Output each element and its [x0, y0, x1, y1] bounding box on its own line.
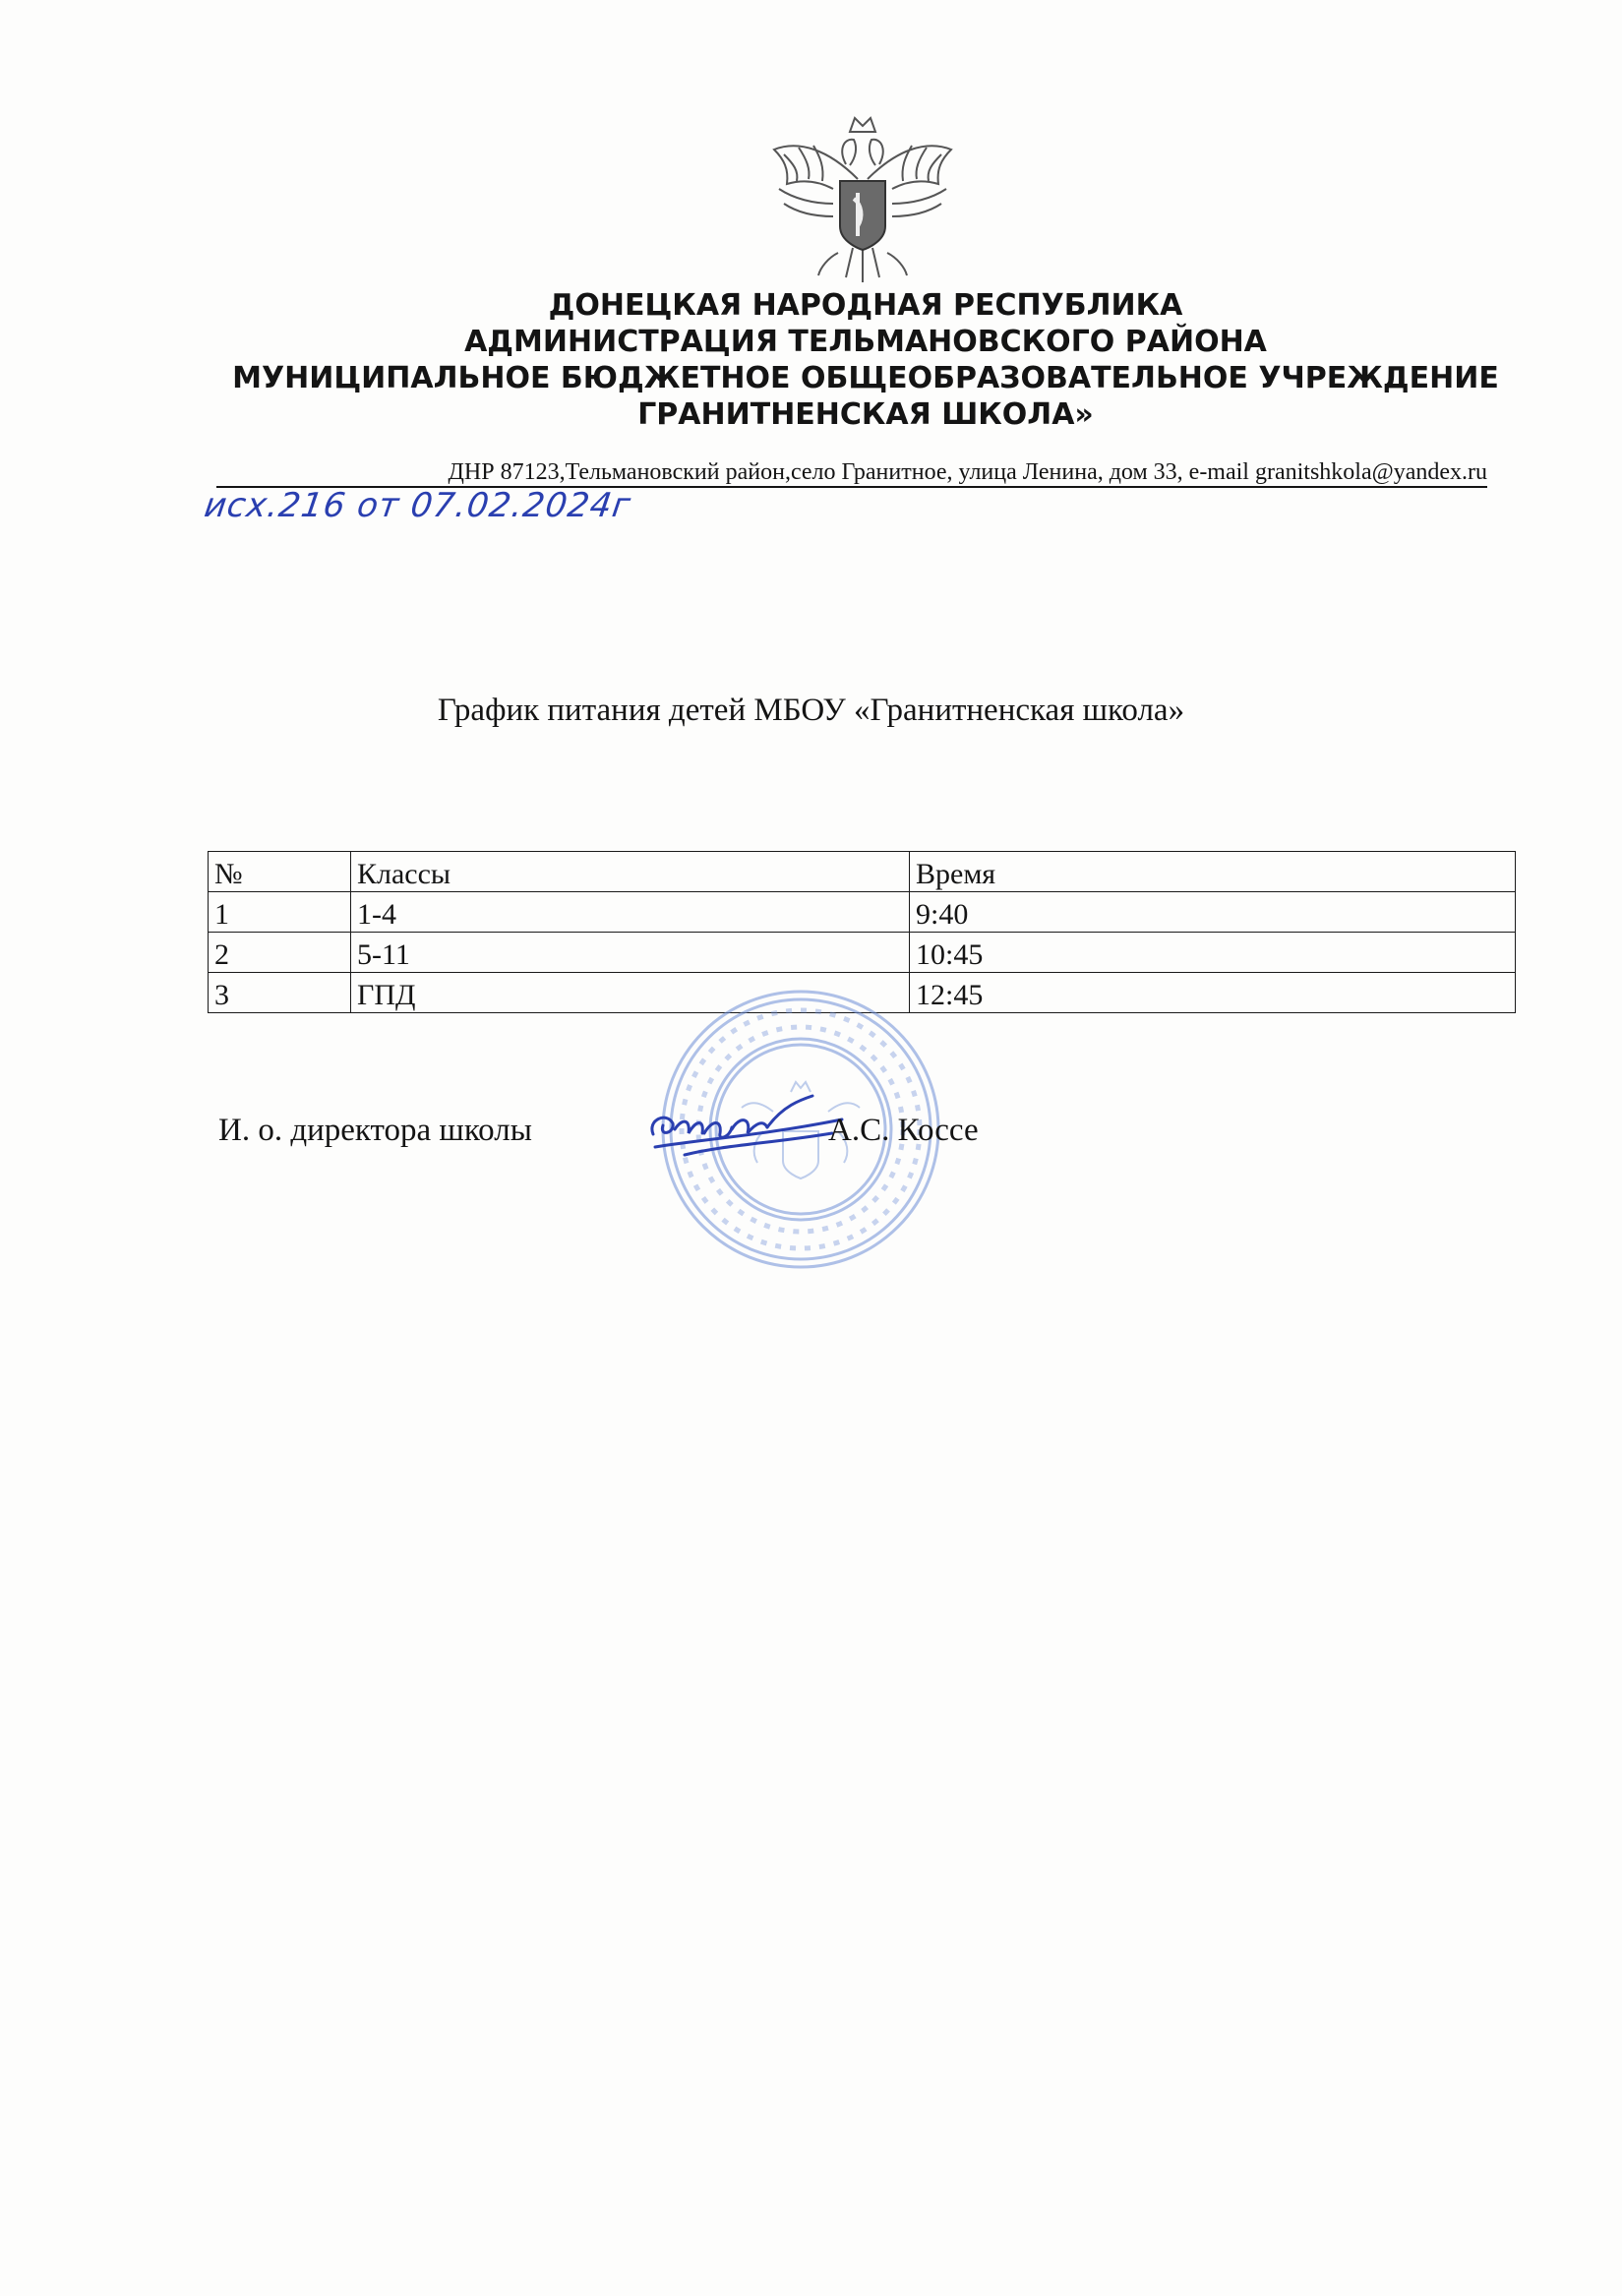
header-line-school: ГРАНИТНЕНСКАЯ ШКОЛА»: [637, 397, 1094, 432]
row-number: 1: [209, 892, 351, 933]
organization-header: [148, 287, 1584, 433]
row-time: 9:40: [910, 892, 1516, 933]
outgoing-number-handwritten: исх.216 от 07.02.2024г: [202, 486, 634, 525]
row-classes: ГПД: [351, 973, 910, 1013]
row-number: 3: [209, 973, 351, 1013]
table-row: [209, 933, 1516, 973]
header-line-institution: МУНИЦИПАЛЬНОЕ БЮДЖЕТНОЕ ОБЩЕОБРАЗОВАТЕЛЬНОЕ УЧРЕЖДЕНИЕ: [232, 361, 1499, 395]
header-line-administration: АДМИНИСТРАЦИЯ ТЕЛЬМАНОВСКОГО РАЙОНА: [464, 325, 1267, 359]
table-row: [209, 892, 1516, 933]
row-classes: 5-11: [351, 933, 910, 973]
table-header-row: [209, 852, 1516, 892]
address-line: ДНР 87123,Тельмановский район,село Гранитное, улица Ленина, дом 33, e-mail granitshkola@yandex.ru: [216, 458, 1487, 488]
coat-of-arms-icon: [759, 110, 966, 287]
column-header-classes: Классы: [351, 852, 910, 892]
row-classes: 1-4: [351, 892, 910, 933]
document-title: График питания детей МБОУ «Гранитненская школа»: [437, 693, 1185, 728]
column-header-time: Время: [910, 852, 1516, 892]
signatory-name: А.С. Коссе: [828, 1113, 979, 1148]
row-time: 10:45: [910, 933, 1516, 973]
header-line-republic: ДОНЕЦКАЯ НАРОДНАЯ РЕСПУБЛИКА: [548, 288, 1183, 323]
row-number: 2: [209, 933, 351, 973]
handwritten-signature: [645, 1090, 852, 1169]
column-header-number: №: [209, 852, 351, 892]
row-time: 12:45: [910, 973, 1516, 1013]
signatory-position: И. о. директора школы: [218, 1113, 532, 1148]
